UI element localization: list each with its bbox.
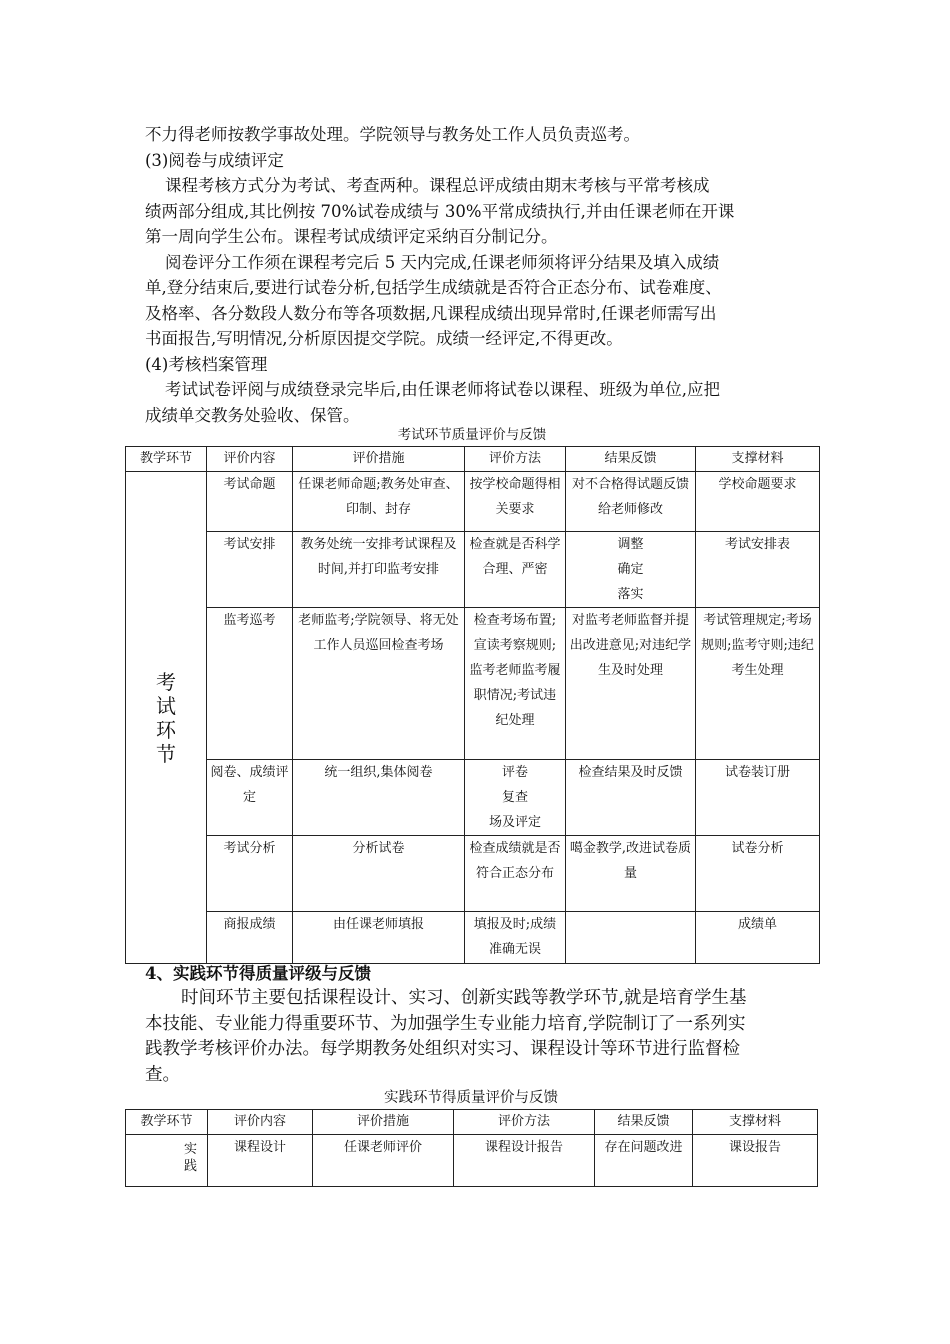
- stage-char: 考: [156, 669, 176, 694]
- cell-feedback: [566, 912, 696, 964]
- cell-feedback: 检查结果及时反馈: [566, 760, 696, 836]
- paragraph-archive-line-1: 考试试卷评阅与成绩登录完毕后,由任课老师将试卷以课程、班级为单位,应把: [165, 380, 720, 399]
- cell-method: 按学校命题得相关要求: [465, 472, 566, 532]
- exam-table-block: [125, 424, 819, 964]
- practice-table-block: [125, 1087, 817, 1187]
- practice-table-caption: 实践环节得质量评价与反馈: [384, 1090, 558, 1106]
- cell-feedback: 对监考老师监督并提出改进意见;对违纪学生及时处理: [566, 608, 696, 760]
- header-method: 评价方法: [454, 1110, 595, 1135]
- paragraph-practice-line-1: 时间环节主要包括课程设计、实习、创新实践等教学环节,就是培育学生基: [181, 988, 747, 1008]
- paragraph-practice-line-4: 查。: [145, 1064, 180, 1085]
- cell-content: 考试分析: [207, 836, 293, 912]
- cell-material: 考试安排表: [696, 532, 820, 608]
- paragraph-assessment-line-1: 课程考核方式分为考试、考查两种。课程总评成绩由期末考核与平常考核成: [165, 176, 710, 195]
- stage-char: 实: [183, 1142, 197, 1157]
- cell-feedback: 存在问题改进: [595, 1135, 693, 1187]
- stage-char: 试: [156, 693, 176, 718]
- header-measure: 评价措施: [313, 1110, 454, 1135]
- header-measure: 评价措施: [293, 447, 465, 472]
- cell-measure: 教务处统一安排考试课程及时间,并打印监考安排: [293, 532, 465, 608]
- paragraph-marking-line-1: 阅卷评分工作须在课程考完后 5 天内完成,任课老师须将评分结果及填入成绩: [165, 252, 720, 272]
- document-page: [145, 122, 817, 428]
- paragraph-archive-line-2: 成绩单交教务处验收、保管。: [145, 405, 360, 425]
- cell-measure: 统一组织,集体阅卷: [293, 760, 465, 836]
- paragraph-practice-line-2: 本技能、专业能力得重要环节、为加强学生专业能力培育,学院制订了一系列实: [145, 1013, 746, 1034]
- section-practice: [145, 962, 825, 1088]
- paragraph-assessment-line-2: 绩两部分组成,其比例按 70%试卷成绩与 30%平常成绩执行,并由任课老师在开课: [145, 201, 735, 221]
- header-method: 评价方法: [465, 447, 566, 472]
- table-row: [126, 1135, 818, 1187]
- table-header-row: [126, 447, 820, 472]
- cell-content: 阅卷、成绩评定: [207, 760, 293, 836]
- header-content: 评价内容: [207, 447, 293, 472]
- cell-method: 检查成绩就是否符合正态分布: [465, 836, 566, 912]
- cell-material: 试卷装订册: [696, 760, 820, 836]
- header-stage: 教学环节: [126, 1110, 208, 1135]
- cell-material: 课设报告: [693, 1135, 818, 1187]
- table-row: [126, 760, 820, 836]
- subheading-grading: (3)阅卷与成绩评定: [145, 150, 284, 170]
- stage-char: 环: [156, 717, 176, 742]
- header-feedback: 结果反馈: [566, 447, 696, 472]
- table-row: [126, 472, 820, 532]
- paragraph-assessment-line-3: 第一周向学生公布。课程考试成绩评定采纳百分制记分。: [145, 227, 558, 246]
- cell-feedback: 对不合格得试题反馈给老师修改: [566, 472, 696, 532]
- stage-cell-practice: [126, 1135, 208, 1187]
- table-row: [126, 608, 820, 760]
- cell-method: 课程设计报告: [454, 1135, 595, 1187]
- table-row: [126, 912, 820, 964]
- header-content: 评价内容: [208, 1110, 313, 1135]
- table-row: [126, 532, 820, 608]
- paragraph-exam-discipline: 不力得老师按教学事故处理。学院领导与教务处工作人员负责巡考。: [145, 125, 640, 144]
- table-header-row: [126, 1110, 818, 1135]
- header-material: 支撑材料: [696, 447, 820, 472]
- section-heading-practice: 4、实践环节得质量评级与反馈: [145, 964, 371, 983]
- practice-quality-table: [125, 1109, 818, 1187]
- paragraph-practice-line-3: 践教学考核评价办法。每学期教务处组织对实习、课程设计等环节进行监督检: [145, 1039, 740, 1059]
- cell-measure: 任课老师命题;教务处审查、印制、封存: [293, 472, 465, 532]
- cell-measure: 任课老师评价: [313, 1135, 454, 1187]
- cell-measure: 老师监考;学院领导、将无处工作人员巡回检查考场: [293, 608, 465, 760]
- paragraph-marking-line-4: 书面报告,写明情况,分析原因提交学院。成绩一经评定,不得更改。: [145, 329, 623, 348]
- cell-material: 考试管理规定;考场规则;监考守则;违纪考生处理: [696, 608, 820, 760]
- cell-content: 商报成绩: [207, 912, 293, 964]
- stage-char: 践: [183, 1159, 197, 1174]
- cell-method: 检查考场布置;宣读考察规则;监考老师监考履职情况;考试违纪处理: [465, 608, 566, 760]
- exam-table-caption: 考试环节质量评价与反馈: [397, 427, 547, 443]
- paragraph-marking-line-2: 单,登分结束后,要进行试卷分析,包括学生成绩就是否符合正态分布、试卷难度、: [145, 278, 722, 297]
- stage-char: 节: [156, 741, 176, 766]
- paragraph-marking-line-3: 及格率、各分数段人数分布等各项数据,凡课程成绩出现异常时,任课老师需写出: [145, 303, 717, 323]
- header-material: 支撑材料: [693, 1110, 818, 1135]
- cell-method: 评卷 复查 场及评定: [465, 760, 566, 836]
- cell-measure: 分析试卷: [293, 836, 465, 912]
- cell-method: 检查就是否科学合理、严密: [465, 532, 566, 608]
- header-feedback: 结果反馈: [595, 1110, 693, 1135]
- subheading-archive: (4)考核档案管理: [145, 354, 268, 374]
- cell-measure: 由任课老师填报: [293, 912, 465, 964]
- cell-material: 学校命题要求: [696, 472, 820, 532]
- stage-cell-exam: [126, 472, 207, 964]
- cell-content: 考试命题: [207, 472, 293, 532]
- cell-content: 监考巡考: [207, 608, 293, 760]
- exam-quality-table: [125, 446, 820, 964]
- cell-content: 考试安排: [207, 532, 293, 608]
- cell-feedback: 噶金教学,改进试卷质量: [566, 836, 696, 912]
- cell-material: 成绩单: [696, 912, 820, 964]
- cell-method: 填报及时;成绩准确无误: [465, 912, 566, 964]
- table-row: [126, 836, 820, 912]
- header-stage: 教学环节: [126, 447, 207, 472]
- cell-feedback: 调整 确定 落实: [566, 532, 696, 608]
- cell-content: 课程设计: [208, 1135, 313, 1187]
- cell-material: 试卷分析: [696, 836, 820, 912]
